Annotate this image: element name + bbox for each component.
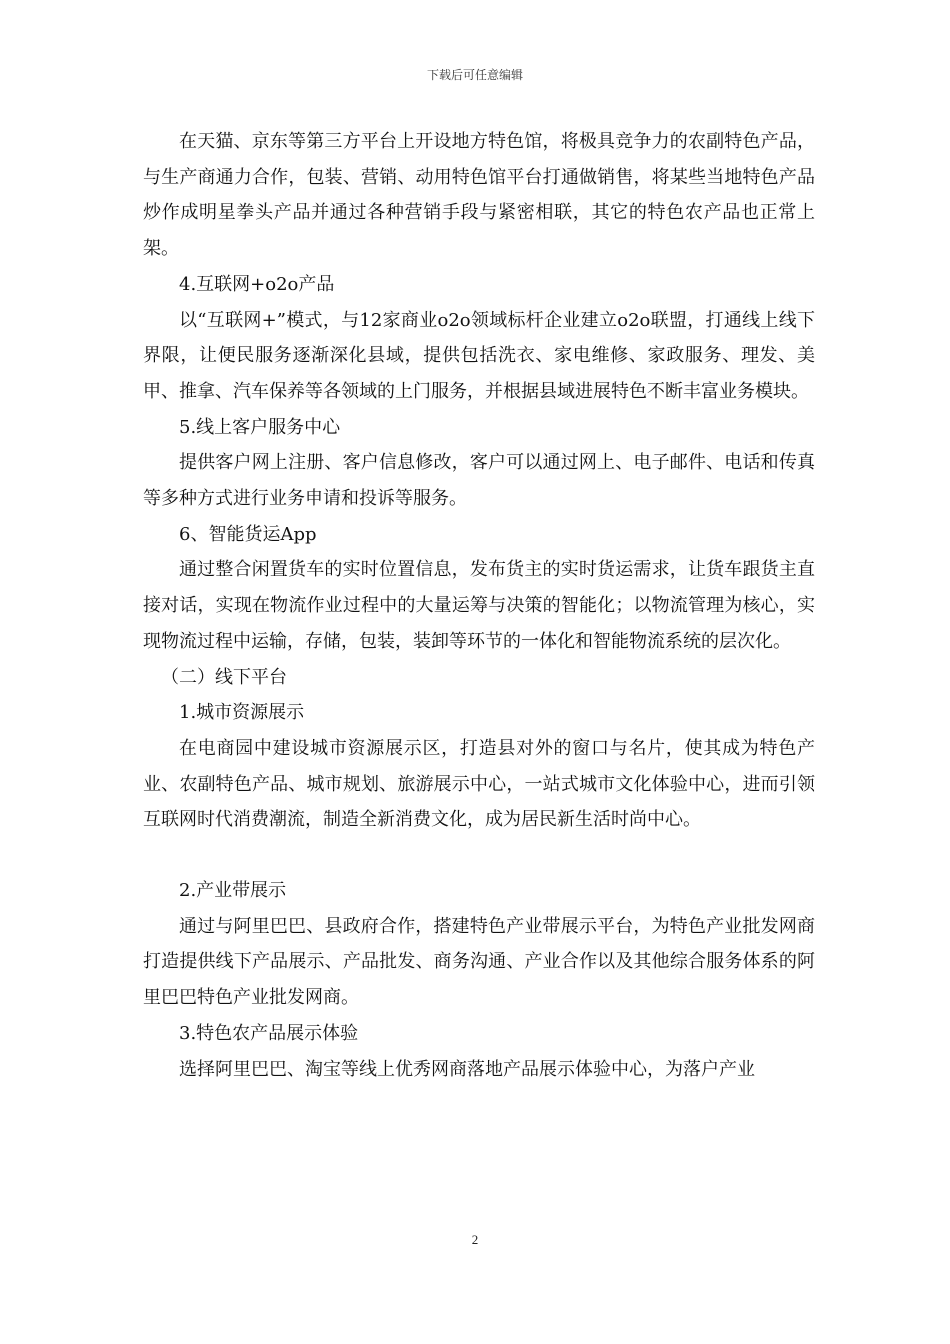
page-number: 2 [471,1232,479,1247]
section-heading: 6、智能货运App [179,523,317,545]
section-heading: 2.产业带展示 [179,880,287,902]
section-heading: 1.城市资源展示 [179,702,305,724]
document-body [143,124,815,1087]
page-header: 下载后可任意编辑 [426,68,523,82]
paragraph: 通过与阿里巴巴、县政府合作，搭建特色产业带展示平台，为特色产业批发网商打造提供线下产品展示、产品批发、商务沟通、产业合作以及其他综合服务体系的阿里巴巴特色产业批发网商。 [143,915,815,1009]
paragraph: 在天猫、京东等第三方平台上开设地方特色馆，将极具竞争力的农副特色产品，与生产商通力合作，包装、营销、动用特色馆平台打通做销售，将某些当地特色产品炒作成明星拳头产品并通过各种营销手段与紧密相联，其它的特色农产品也正常上架。 [143,131,815,260]
paragraph: 选择阿里巴巴、淘宝等线上优秀网商落地产品展示体验中心，为落户产业 [179,1058,755,1080]
section-heading: 3.特色农产品展示体验 [179,1022,359,1044]
section-heading: 4.互联网+o2o产品 [179,273,335,295]
paragraph: 以“互联网+”模式，与12家商业o2o领域标杆企业建立o2o联盟，打通线上线下界限，让便民服务逐渐深化县域，提供包括洗衣、家电维修、家政服务、理发、美甲、推拿、汽车保养等各领域的上门服务，并根据县域进展特色不断丰富业务模块。 [143,309,815,402]
paragraph: 通过整合闲置货车的实时位置信息，发布货主的实时货运需求，让货车跟货主直接对话，实现在物流作业过程中的大量运筹与决策的智能化；以物流管理为核心，实现物流过程中运输，存储，包装，装卸等环节的一体化和智能物流系统的层次化。 [143,559,815,652]
chapter-heading: （二）线下平台 [161,666,287,688]
paragraph: 在电商园中建设城市资源展示区，打造县对外的窗口与名片，使其成为特色产业、农副特色产品、城市规划、旅游展示中心，一站式城市文化体验中心，进而引领互联网时代消费潮流，制造全新消费文化，成为居民新生活时尚中心。 [143,737,815,831]
paragraph: 提供客户网上注册、客户信息修改，客户可以通过网上、电子邮件、电话和传真等多种方式进行业务申请和投诉等服务。 [143,452,815,510]
section-heading: 5.线上客户服务中心 [179,416,341,438]
